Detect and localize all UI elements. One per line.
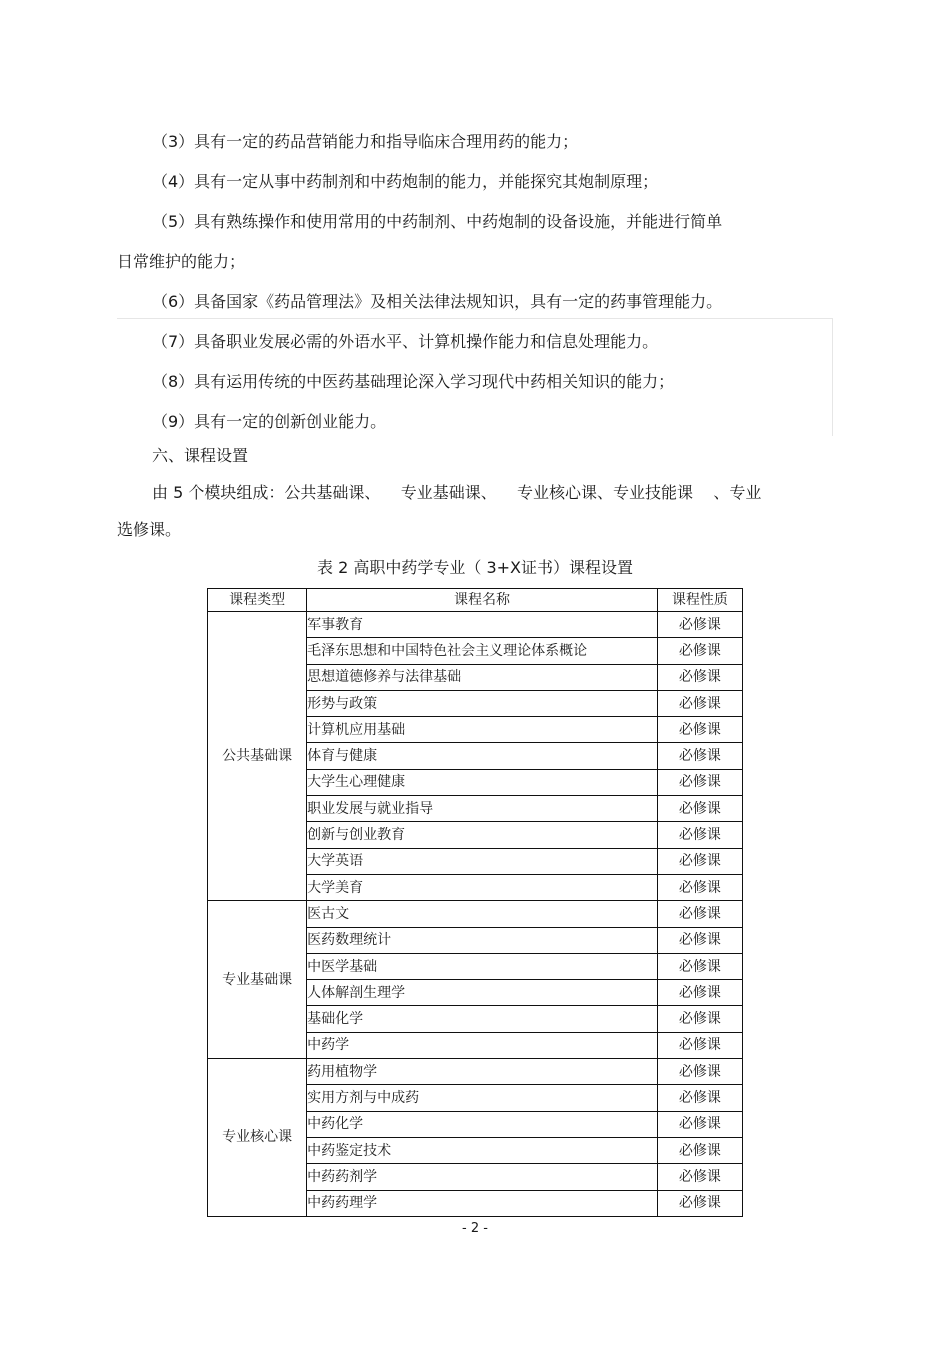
course-name-cell: 大学英语 xyxy=(307,848,658,874)
table-row xyxy=(208,901,743,927)
course-name-cell: 计算机应用基础 xyxy=(307,717,658,743)
course-name-cell: 中药化学 xyxy=(307,1111,658,1137)
course-name-cell: 中药药剂学 xyxy=(307,1164,658,1190)
paragraph-4: （4）具有一定从事中药制剂和中药炮制的能力，并能探究其炮制原理； xyxy=(152,172,659,191)
table-header-row xyxy=(208,589,743,612)
course-name-cell: 医古文 xyxy=(307,901,658,927)
course-name-cell: 中医学基础 xyxy=(307,953,658,979)
course-name-cell: 思想道德修养与法律基础 xyxy=(307,664,658,690)
course-nature-cell: 必修课 xyxy=(657,1085,742,1111)
header-course-type: 课程类型 xyxy=(208,589,307,612)
course-name-cell: 形势与政策 xyxy=(307,690,658,716)
paragraph-3: （3）具有一定的药品营销能力和指导临床合理用药的能力； xyxy=(152,132,579,151)
course-nature-cell: 必修课 xyxy=(657,743,742,769)
paragraph-5-cont: 日常维护的能力； xyxy=(117,252,246,271)
course-nature-cell: 必修课 xyxy=(657,664,742,690)
course-name-cell: 中药药理学 xyxy=(307,1190,658,1216)
course-nature-cell: 必修课 xyxy=(657,1111,742,1137)
frame-line-right xyxy=(832,318,833,436)
course-nature-cell: 必修课 xyxy=(657,901,742,927)
course-nature-cell: 必修课 xyxy=(657,874,742,900)
course-name-cell: 职业发展与就业指导 xyxy=(307,796,658,822)
course-name-cell: 中药学 xyxy=(307,1032,658,1058)
course-name-cell: 创新与创业教育 xyxy=(307,822,658,848)
course-nature-cell: 必修课 xyxy=(657,690,742,716)
course-nature-cell: 必修课 xyxy=(657,848,742,874)
course-nature-cell: 必修课 xyxy=(657,927,742,953)
paragraph-9: （9）具有一定的创新创业能力。 xyxy=(152,412,387,431)
course-name-cell: 军事教育 xyxy=(307,612,658,638)
course-name-cell: 基础化学 xyxy=(307,1006,658,1032)
course-name-cell: 实用方剂与中成药 xyxy=(307,1085,658,1111)
course-nature-cell: 必修课 xyxy=(657,1164,742,1190)
course-name-cell: 大学生心理健康 xyxy=(307,769,658,795)
paragraph-5: （5）具有熟练操作和使用常用的中药制剂、中药炮制的设备设施，并能进行简单 xyxy=(152,212,723,231)
frame-line-top xyxy=(117,318,833,319)
header-course-nature: 课程性质 xyxy=(657,589,742,612)
course-nature-cell: 必修课 xyxy=(657,769,742,795)
course-name-cell: 医药数理统计 xyxy=(307,927,658,953)
paragraph-6: （6）具备国家《药品管理法》及相关法律法规知识，具有一定的药事管理能力。 xyxy=(152,292,723,311)
course-nature-cell: 必修课 xyxy=(657,1137,742,1163)
course-nature-cell: 必修课 xyxy=(657,822,742,848)
course-nature-cell: 必修课 xyxy=(657,717,742,743)
modules-paragraph: 由 5 个模块组成：公共基础课、 专业基础课、 专业核心课、专业技能课 、专业 xyxy=(152,483,762,502)
header-course-name: 课程名称 xyxy=(307,589,658,612)
course-name-cell: 大学美育 xyxy=(307,874,658,900)
course-name-cell: 毛泽东思想和中国特色社会主义理论体系概论 xyxy=(307,638,658,664)
course-nature-cell: 必修课 xyxy=(657,796,742,822)
page-number: - 2 - xyxy=(462,1221,488,1236)
course-nature-cell: 必修课 xyxy=(657,1006,742,1032)
paragraph-7: （7）具备职业发展必需的外语水平、计算机操作能力和信息处理能力。 xyxy=(152,332,659,351)
course-name-cell: 药用植物学 xyxy=(307,1059,658,1085)
course-type-cell: 公共基础课 xyxy=(208,612,307,901)
table-row xyxy=(208,1059,743,1085)
table-row xyxy=(208,612,743,638)
course-nature-cell: 必修课 xyxy=(657,638,742,664)
course-table xyxy=(207,588,743,1217)
course-type-cell: 专业基础课 xyxy=(208,901,307,1059)
course-nature-cell: 必修课 xyxy=(657,980,742,1006)
course-nature-cell: 必修课 xyxy=(657,1032,742,1058)
course-nature-cell: 必修课 xyxy=(657,1190,742,1216)
course-type-cell: 专业核心课 xyxy=(208,1059,307,1217)
course-name-cell: 人体解剖生理学 xyxy=(307,980,658,1006)
course-name-cell: 体育与健康 xyxy=(307,743,658,769)
table-caption: 表 2 高职中药学专业（ 3+X证书）课程设置 xyxy=(317,558,633,577)
modules-paragraph-cont: 选修课。 xyxy=(117,520,182,539)
course-name-cell: 中药鉴定技术 xyxy=(307,1137,658,1163)
section-heading: 六、课程设置 xyxy=(152,446,249,465)
course-nature-cell: 必修课 xyxy=(657,612,742,638)
paragraph-8: （8）具有运用传统的中医药基础理论深入学习现代中药相关知识的能力； xyxy=(152,372,675,391)
course-nature-cell: 必修课 xyxy=(657,1059,742,1085)
course-nature-cell: 必修课 xyxy=(657,953,742,979)
